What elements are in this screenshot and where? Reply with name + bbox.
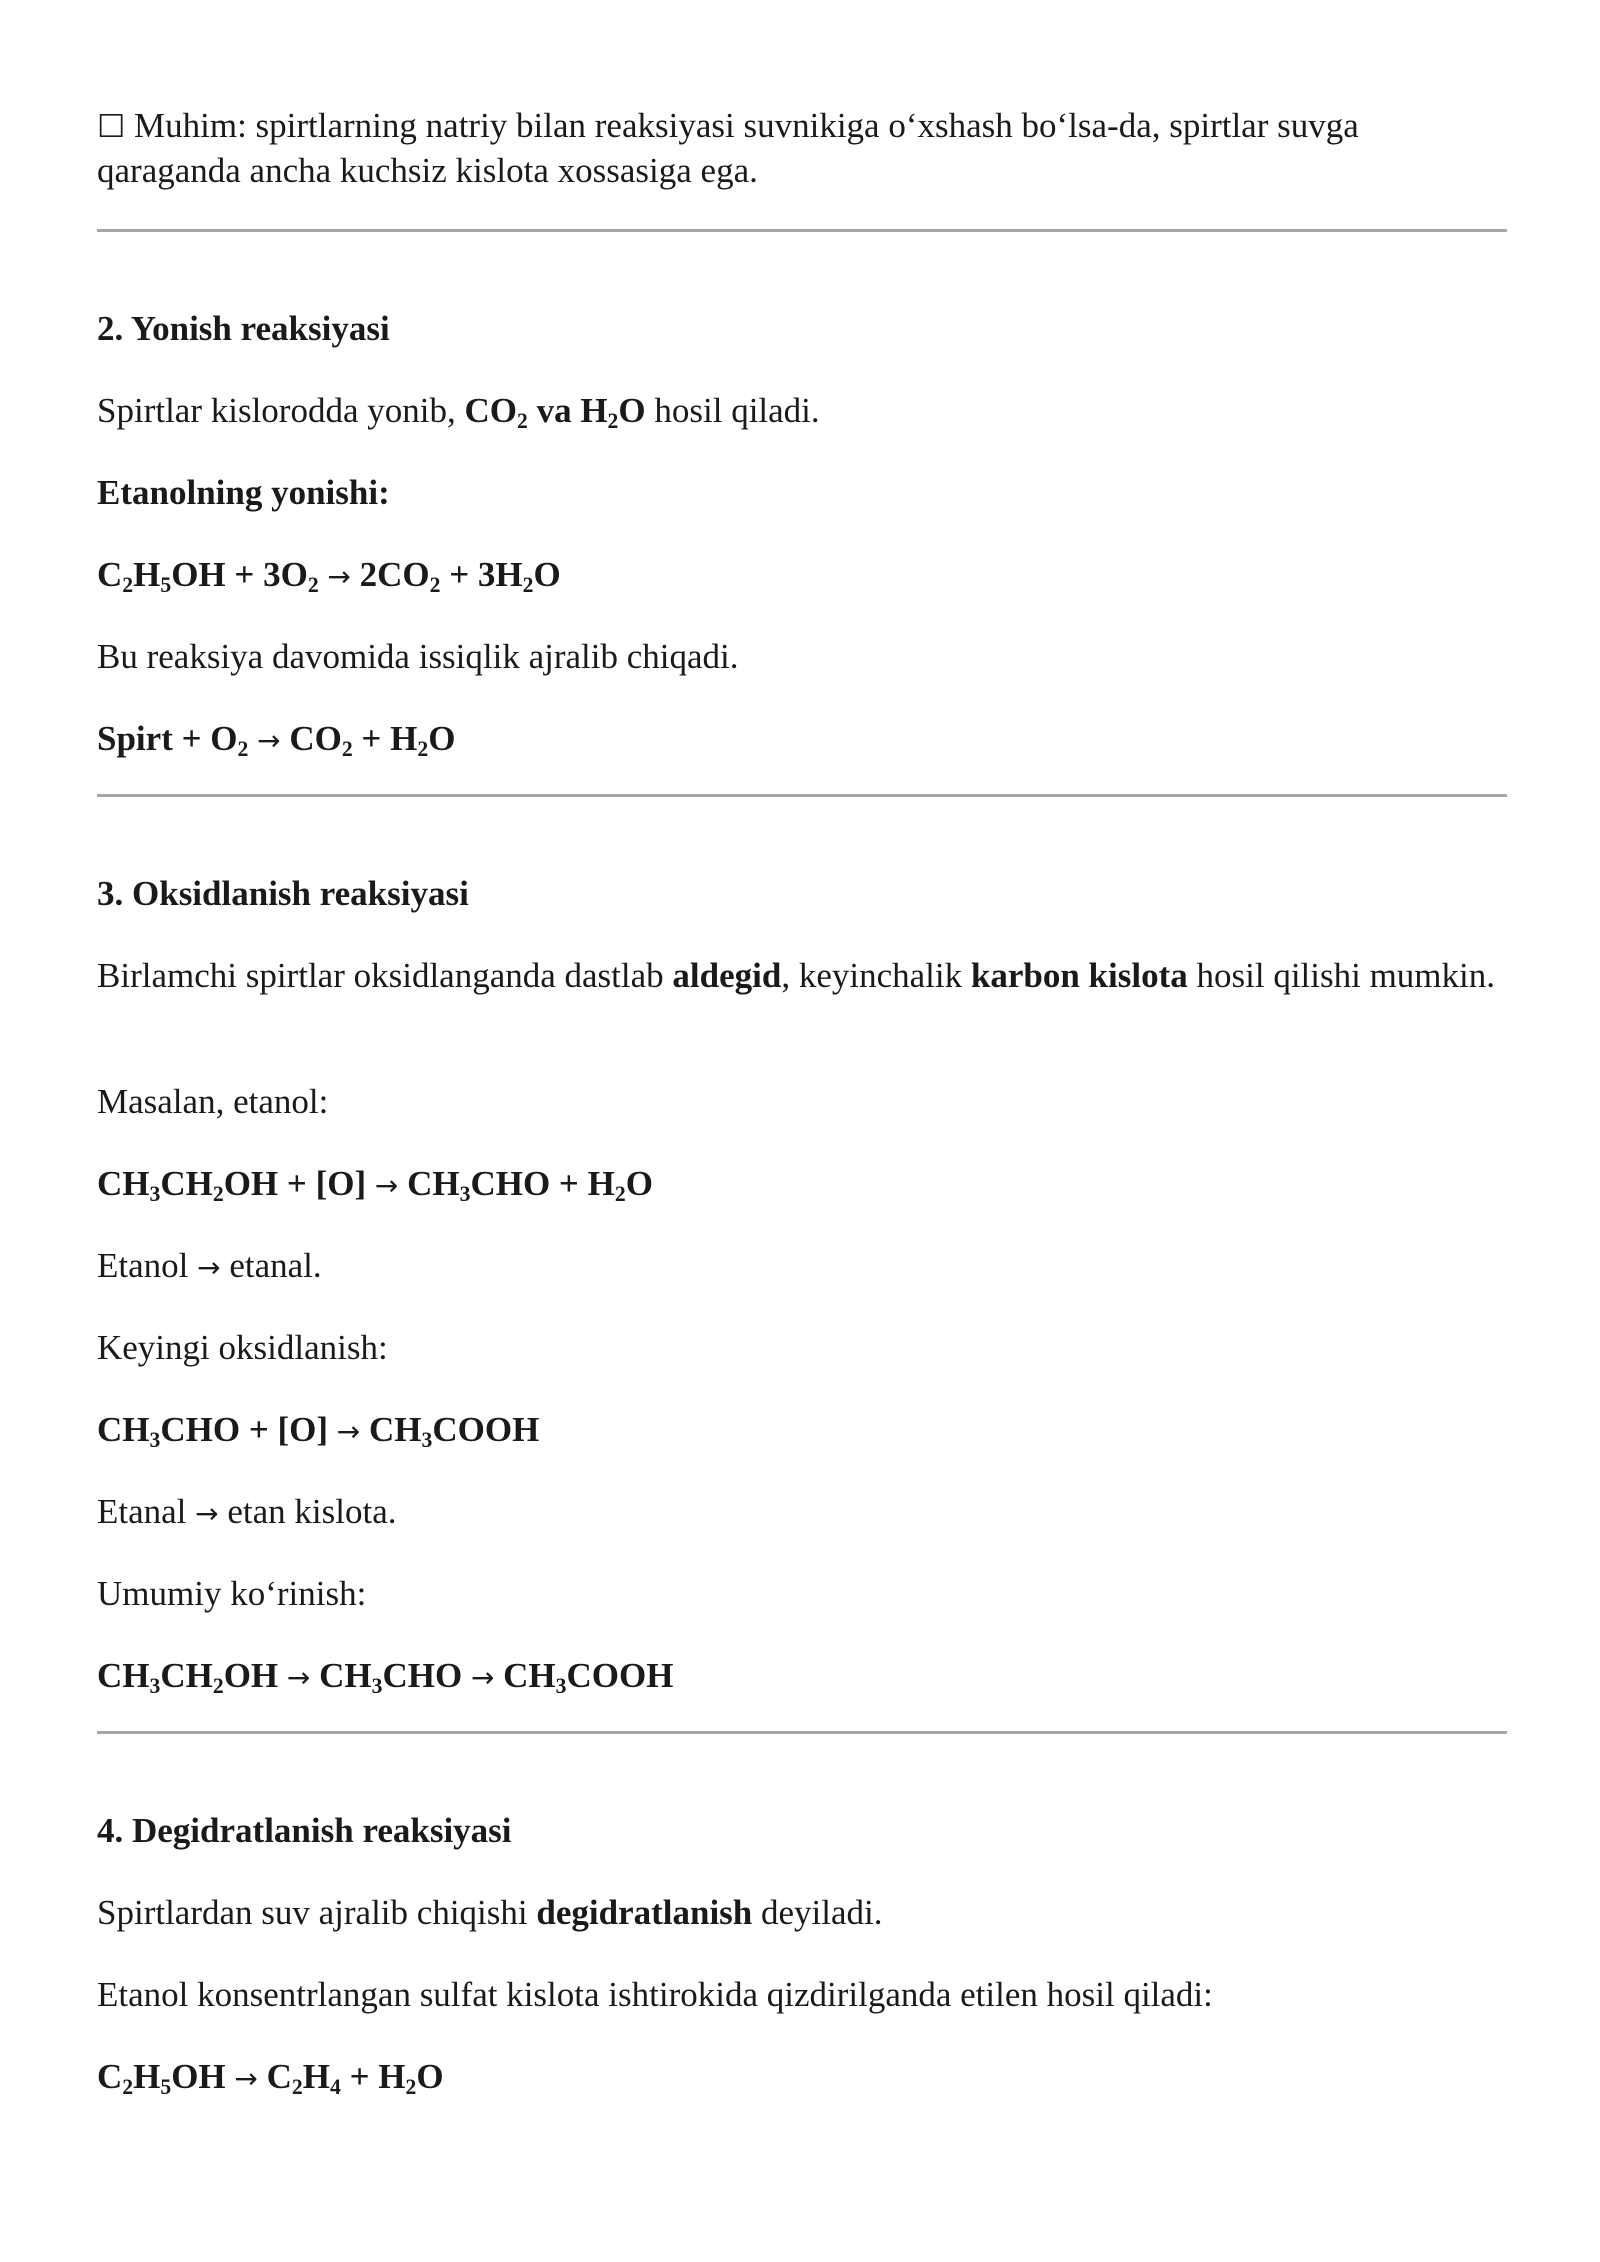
section-2-intro: Spirtlar kislorodda yonib, $CO_2$ va $H_2O$ hosil qiladi. xyxy=(97,391,820,434)
section-4-title: 4. Degidratlanish reaksiyasi xyxy=(97,1811,512,1850)
section-3-example: Masalan, etanol: xyxy=(97,1082,329,1121)
section-3-general: Umumiy ko‘rinish: xyxy=(97,1574,367,1613)
section-2-heat-note: Bu reaksiya davomida issiqlik ajralib chiqadi. xyxy=(97,637,739,676)
arrow-icon: → xyxy=(327,560,351,593)
equation-oxidation-chain: $CH_3CH_2OH \to CH_3CHO$ → $CH_3COOH$ xyxy=(97,1656,674,1699)
divider xyxy=(97,794,1507,797)
arrow-icon: → xyxy=(286,1661,311,1694)
arrow-icon: → xyxy=(234,2062,258,2095)
arrow-icon: → xyxy=(257,724,281,757)
equation-ethanol-combustion: $C_2H_5OH + 3O_2 \to 2CO_2 + 3H_2O$ xyxy=(97,555,561,598)
section-4-intro: Spirtlardan suv ajralib chiqishi degidratlanish deyiladi. xyxy=(97,1893,883,1932)
arrow-icon: → xyxy=(195,1497,219,1530)
section-3-intro: Birlamchi spirtlar oksidlanganda dastlab aldegid, keyinchalik karbon kislota hosil qilishi mumkin. xyxy=(97,956,1496,995)
important-note xyxy=(97,104,1507,193)
arrow-icon: → xyxy=(336,1415,361,1448)
divider xyxy=(97,1731,1507,1734)
section-3-note-ethanal: Etanol → etanal. xyxy=(97,1246,322,1285)
section-2-title: 2. Yonish reaksiyasi xyxy=(97,309,390,348)
equation-dehydration: $C_2H_5OH \to C_2H_4 + H_2O$ xyxy=(97,2057,444,2100)
equation-ethanal-oxidation: $CH_3CHO + [O]$ → $CH_3COOH$ xyxy=(97,1410,540,1453)
arrow-icon: → xyxy=(470,1661,495,1694)
equation-general-combustion: Spirt + $O_2 \to CO_2 + H_2O$ xyxy=(97,719,456,762)
section-4-text: Etanol konsentrlangan sulfat kislota ishtirokida qizdirilganda etilen hosil qiladi: xyxy=(97,1975,1213,2014)
divider xyxy=(97,229,1507,232)
important-note-text: Muhim: spirtlarning natriy bilan reaksiyasi suvnikiga o‘xshash bo‘lsa-da, spirtlar suvga qaraganda ancha kuchsiz kislota xossasiga ega. xyxy=(97,106,1359,190)
section-2-subtitle: Etanolning yonishi: xyxy=(97,473,390,512)
section-3-next: Keyingi oksidlanish: xyxy=(97,1328,388,1367)
section-3-note-acid: Etanal → etan kislota. xyxy=(97,1492,397,1531)
arrow-icon: → xyxy=(374,1169,399,1202)
equation-ethanol-oxidation: $CH_3CH_2OH + [O] \to CH_3CHO + H_2O$ xyxy=(97,1164,653,1207)
section-3-title: 3. Oksidlanish reaksiyasi xyxy=(97,874,469,913)
warning-icon: ☐ xyxy=(97,109,126,145)
arrow-icon: → xyxy=(197,1251,221,1284)
